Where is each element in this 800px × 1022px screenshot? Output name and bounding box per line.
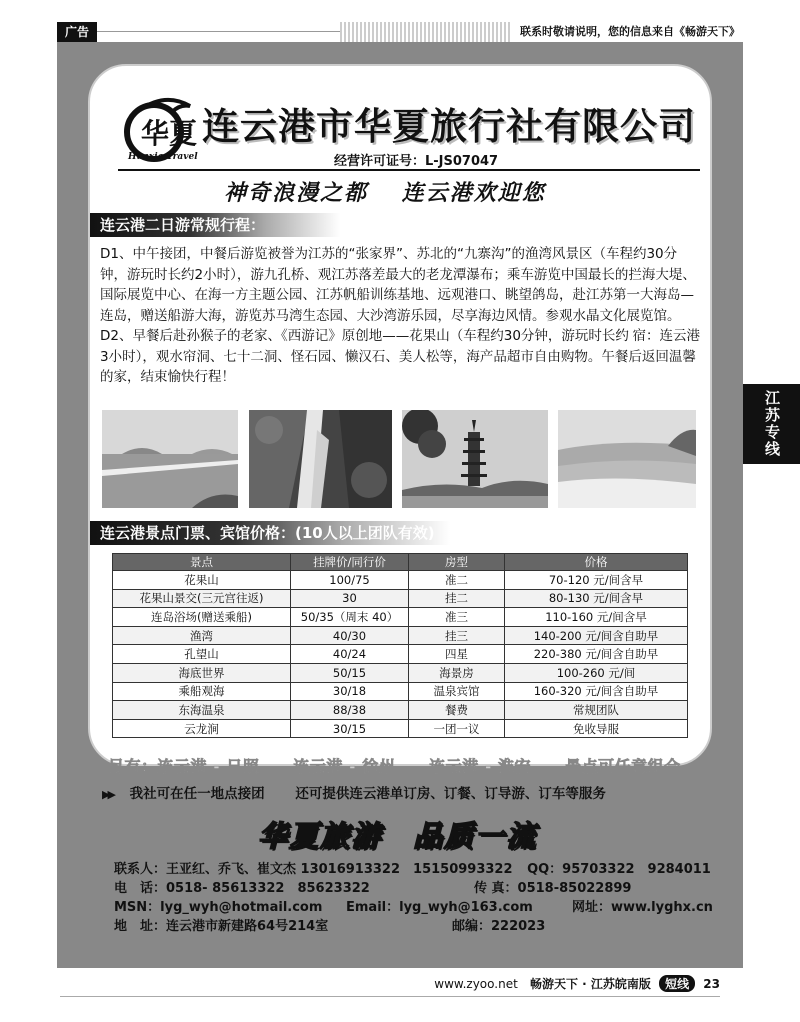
col-header-price: 挂牌价/同行价	[291, 554, 409, 571]
cell-rate: 220-380 元/间含自助早	[505, 645, 688, 664]
contact-postcode: 邮编：222023	[452, 919, 546, 934]
footer-section-badge: 短线	[659, 975, 695, 992]
prices-title: 连云港景点门票、宾馆价格：(10人以上团队有效)	[90, 521, 450, 545]
cell-rate: 110-160 元/间含早	[505, 608, 688, 627]
company-name: 连云港市华夏旅行社有限公司	[202, 105, 696, 148]
cell-spot: 渔湾	[113, 626, 291, 645]
cell-rate: 80-130 元/间含早	[505, 589, 688, 608]
photo-strip	[102, 410, 696, 508]
day1-stay: 宿：连云港	[632, 328, 700, 344]
cell-room: 餐费	[409, 701, 505, 720]
cell-rate: 70-120 元/间含早	[505, 571, 688, 590]
route-rizhao: 另有：连云港 - 日照	[108, 757, 260, 776]
photo-waterfall	[249, 410, 392, 508]
pickup-text: 我社可在任一地点接团	[129, 786, 265, 802]
photo-sea-dike	[102, 410, 238, 508]
table-row	[113, 719, 688, 738]
table-row	[113, 663, 688, 682]
cell-room: 准三	[409, 608, 505, 627]
contact-msn: MSN：lyg_wyh@hotmail.com	[114, 900, 323, 915]
other-routes	[108, 754, 709, 777]
itinerary-title: 连云港二日游常规行程：	[90, 213, 340, 237]
route-combo: 景点可任意组合	[565, 757, 681, 776]
contact-email: Email：lyg_wyh@163.com	[346, 900, 533, 915]
col-header-spot: 景点	[113, 554, 291, 571]
page-number: 23	[703, 977, 720, 991]
route-huaian: 连云港 - 淮安	[429, 757, 532, 776]
cell-room: 四星	[409, 645, 505, 664]
cell-room: 挂三	[409, 626, 505, 645]
cell-spot: 云龙涧	[113, 719, 291, 738]
source-notice: 联系时敬请说明，您的信息来自《畅游天下》	[510, 22, 740, 42]
cell-price: 30	[291, 589, 409, 608]
table-row	[113, 608, 688, 627]
cell-rate: 160-320 元/间含自助早	[505, 682, 688, 701]
quality-slogan: 华夏旅游 品质一流	[258, 819, 538, 853]
photo-beach	[558, 410, 696, 508]
contact-row	[114, 860, 711, 879]
table-row	[113, 626, 688, 645]
day1-text: D1、中午接团，中餐后游览被誉为江苏的“张家界”、苏北的“九寨沟”的渔湾风景区（车程约30分钟，游玩时长约2小时），游九孔桥、观江苏落差最大的老龙潭瀑布；乘车游览中国最长的拦海大堤、国际展览中心、在海一方主题公园、江苏帆船训练基地、远观港口、眺望鸽岛，赴江苏第一大海岛—连岛，赠送船游大海，游览苏马湾生态园、大沙湾游乐园，尽享海边风情。参观水晶文化展览馆。	[100, 246, 696, 324]
cell-spot: 乘船观海	[113, 682, 291, 701]
itinerary-day1	[100, 244, 700, 344]
contact-row	[114, 898, 711, 917]
footer-publication: 畅游天下 · 江苏皖南版	[529, 977, 651, 991]
footer-divider	[60, 996, 720, 997]
footer	[434, 975, 720, 992]
logo-subtitle: Huaxia Travel	[128, 152, 198, 162]
contact-phone: 电 话：0518- 85613322 85623322	[114, 881, 370, 896]
city-slogan: 神奇浪漫之都 连云港欢迎您	[224, 181, 546, 206]
cell-spot: 花果山	[113, 571, 291, 590]
contact-qq: QQ：95703322 9284011	[527, 862, 711, 877]
table-row	[113, 589, 688, 608]
contact-fax: 传 真：0518-85022899	[474, 881, 632, 896]
cell-room: 挂二	[409, 589, 505, 608]
contact-address: 地 址：连云港市新建路64号214室	[114, 919, 329, 934]
header-divider	[118, 169, 700, 171]
col-header-room: 房型	[409, 554, 505, 571]
table-row	[113, 645, 688, 664]
cell-price: 30/18	[291, 682, 409, 701]
license-number: 经营许可证号：L-JS07047	[334, 154, 499, 169]
cell-room: 海景房	[409, 663, 505, 682]
cell-price: 88/38	[291, 701, 409, 720]
table-row	[113, 571, 688, 590]
double-arrow-icon: ▶▶	[102, 788, 113, 801]
col-header-rate: 价格	[505, 554, 688, 571]
cell-room: 一团一议	[409, 719, 505, 738]
cell-room: 准二	[409, 571, 505, 590]
cell-price: 50/35（周末 40）	[291, 608, 409, 627]
itinerary-day2: D2、早餐后赴孙猴子的老家、《西游记》原创地——花果山（车程约30分钟，游玩时长约3小时），观水帘洞、七十二洞、怪石园、懒汉石、美人松等，海产品超市自由购物。午餐后返回温馨的家，结束愉快行程！	[100, 328, 696, 385]
cell-price: 40/30	[291, 626, 409, 645]
ad-label: 广告	[57, 22, 97, 42]
cell-rate: 140-200 元/间含自助早	[505, 626, 688, 645]
contact-block	[114, 860, 711, 936]
itinerary-text	[100, 244, 700, 388]
services-text: 还可提供连云港单订房、订餐、订导游、订车等服务	[295, 786, 606, 802]
cell-room: 温泉宾馆	[409, 682, 505, 701]
top-bar	[0, 22, 800, 42]
cell-price: 30/15	[291, 719, 409, 738]
contact-row	[114, 879, 711, 898]
footer-site: www.zyoo.net	[434, 977, 518, 991]
cell-price: 40/24	[291, 645, 409, 664]
cell-rate: 100-260 元/间	[505, 663, 688, 682]
cell-rate: 免收导服	[505, 719, 688, 738]
cell-price: 50/15	[291, 663, 409, 682]
cell-spot: 东海温泉	[113, 701, 291, 720]
cell-rate: 常规团队	[505, 701, 688, 720]
cell-spot: 花果山景交(三元宫往返)	[113, 589, 291, 608]
contact-row	[114, 917, 711, 936]
service-line	[102, 782, 606, 802]
cell-spot: 孔望山	[113, 645, 291, 664]
price-table	[112, 553, 688, 738]
table-row	[113, 682, 688, 701]
contact-people: 联系人：王亚红、乔飞、崔文杰 13016913322 15150993322	[114, 862, 513, 877]
logo-text: 华夏	[141, 117, 198, 150]
price-table-header	[113, 554, 688, 571]
contact-website: 网址：www.lyghx.cn	[572, 900, 713, 915]
side-tab-jiangsu: 江苏专线	[743, 384, 800, 464]
table-row	[113, 701, 688, 720]
route-xuzhou: 连云港 - 徐州	[293, 757, 396, 776]
cell-spot: 海底世界	[113, 663, 291, 682]
cell-spot: 连岛浴场(赠送乘船)	[113, 608, 291, 627]
photo-pagoda	[402, 410, 548, 508]
cell-price: 100/75	[291, 571, 409, 590]
